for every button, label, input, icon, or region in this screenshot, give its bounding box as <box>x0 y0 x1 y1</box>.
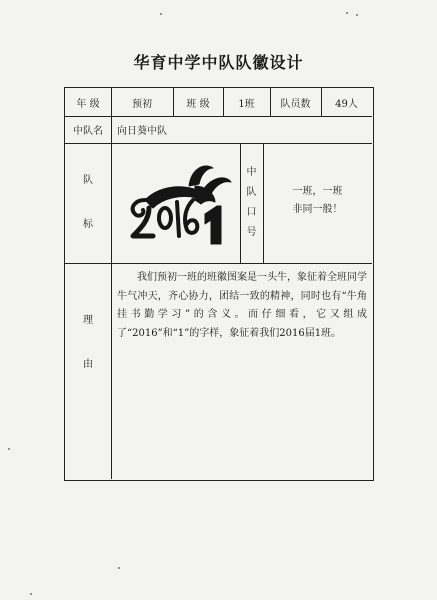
members-value: 49人 <box>335 98 358 110</box>
column-divider <box>111 143 112 479</box>
class-value: 1班 <box>238 98 255 110</box>
scan-speck <box>346 12 348 14</box>
scan-speck <box>8 448 10 450</box>
scan-speck <box>118 567 120 569</box>
squad-name-label: 中队名 <box>73 126 103 137</box>
scan-speck <box>356 14 358 16</box>
class-label: 班 级 <box>186 98 210 110</box>
reason-label: 理 由 <box>83 315 93 370</box>
scan-speck <box>160 13 162 15</box>
page-title: 华育中学中队队徽设计 <box>133 53 304 72</box>
column-divider <box>111 116 112 143</box>
slogan-text: 一班，一班 非同一般！ <box>292 186 343 215</box>
grade-value: 预初 <box>132 98 152 110</box>
emblem-design-form <box>64 87 374 481</box>
reason-text: 我们预初一班的班徽图案是一头牛，象征着全班同学牛气冲天，齐心协力，团结一致的精神，同时也有“牛角挂书勤学习”的含义。而仔细看，它又组成了“2016”和“1”的字样，象征着我们2016届1班。 <box>117 272 367 339</box>
scan-speck <box>30 593 32 595</box>
slogan-label: 中 队 口 号 <box>246 167 257 238</box>
grade-label: 年 级 <box>76 98 100 110</box>
bull-emblem-icon <box>119 156 235 252</box>
members-label: 队员数 <box>280 98 311 110</box>
squad-name-value: 向日葵中队 <box>117 126 167 137</box>
emblem-label: 队 标 <box>83 175 93 230</box>
